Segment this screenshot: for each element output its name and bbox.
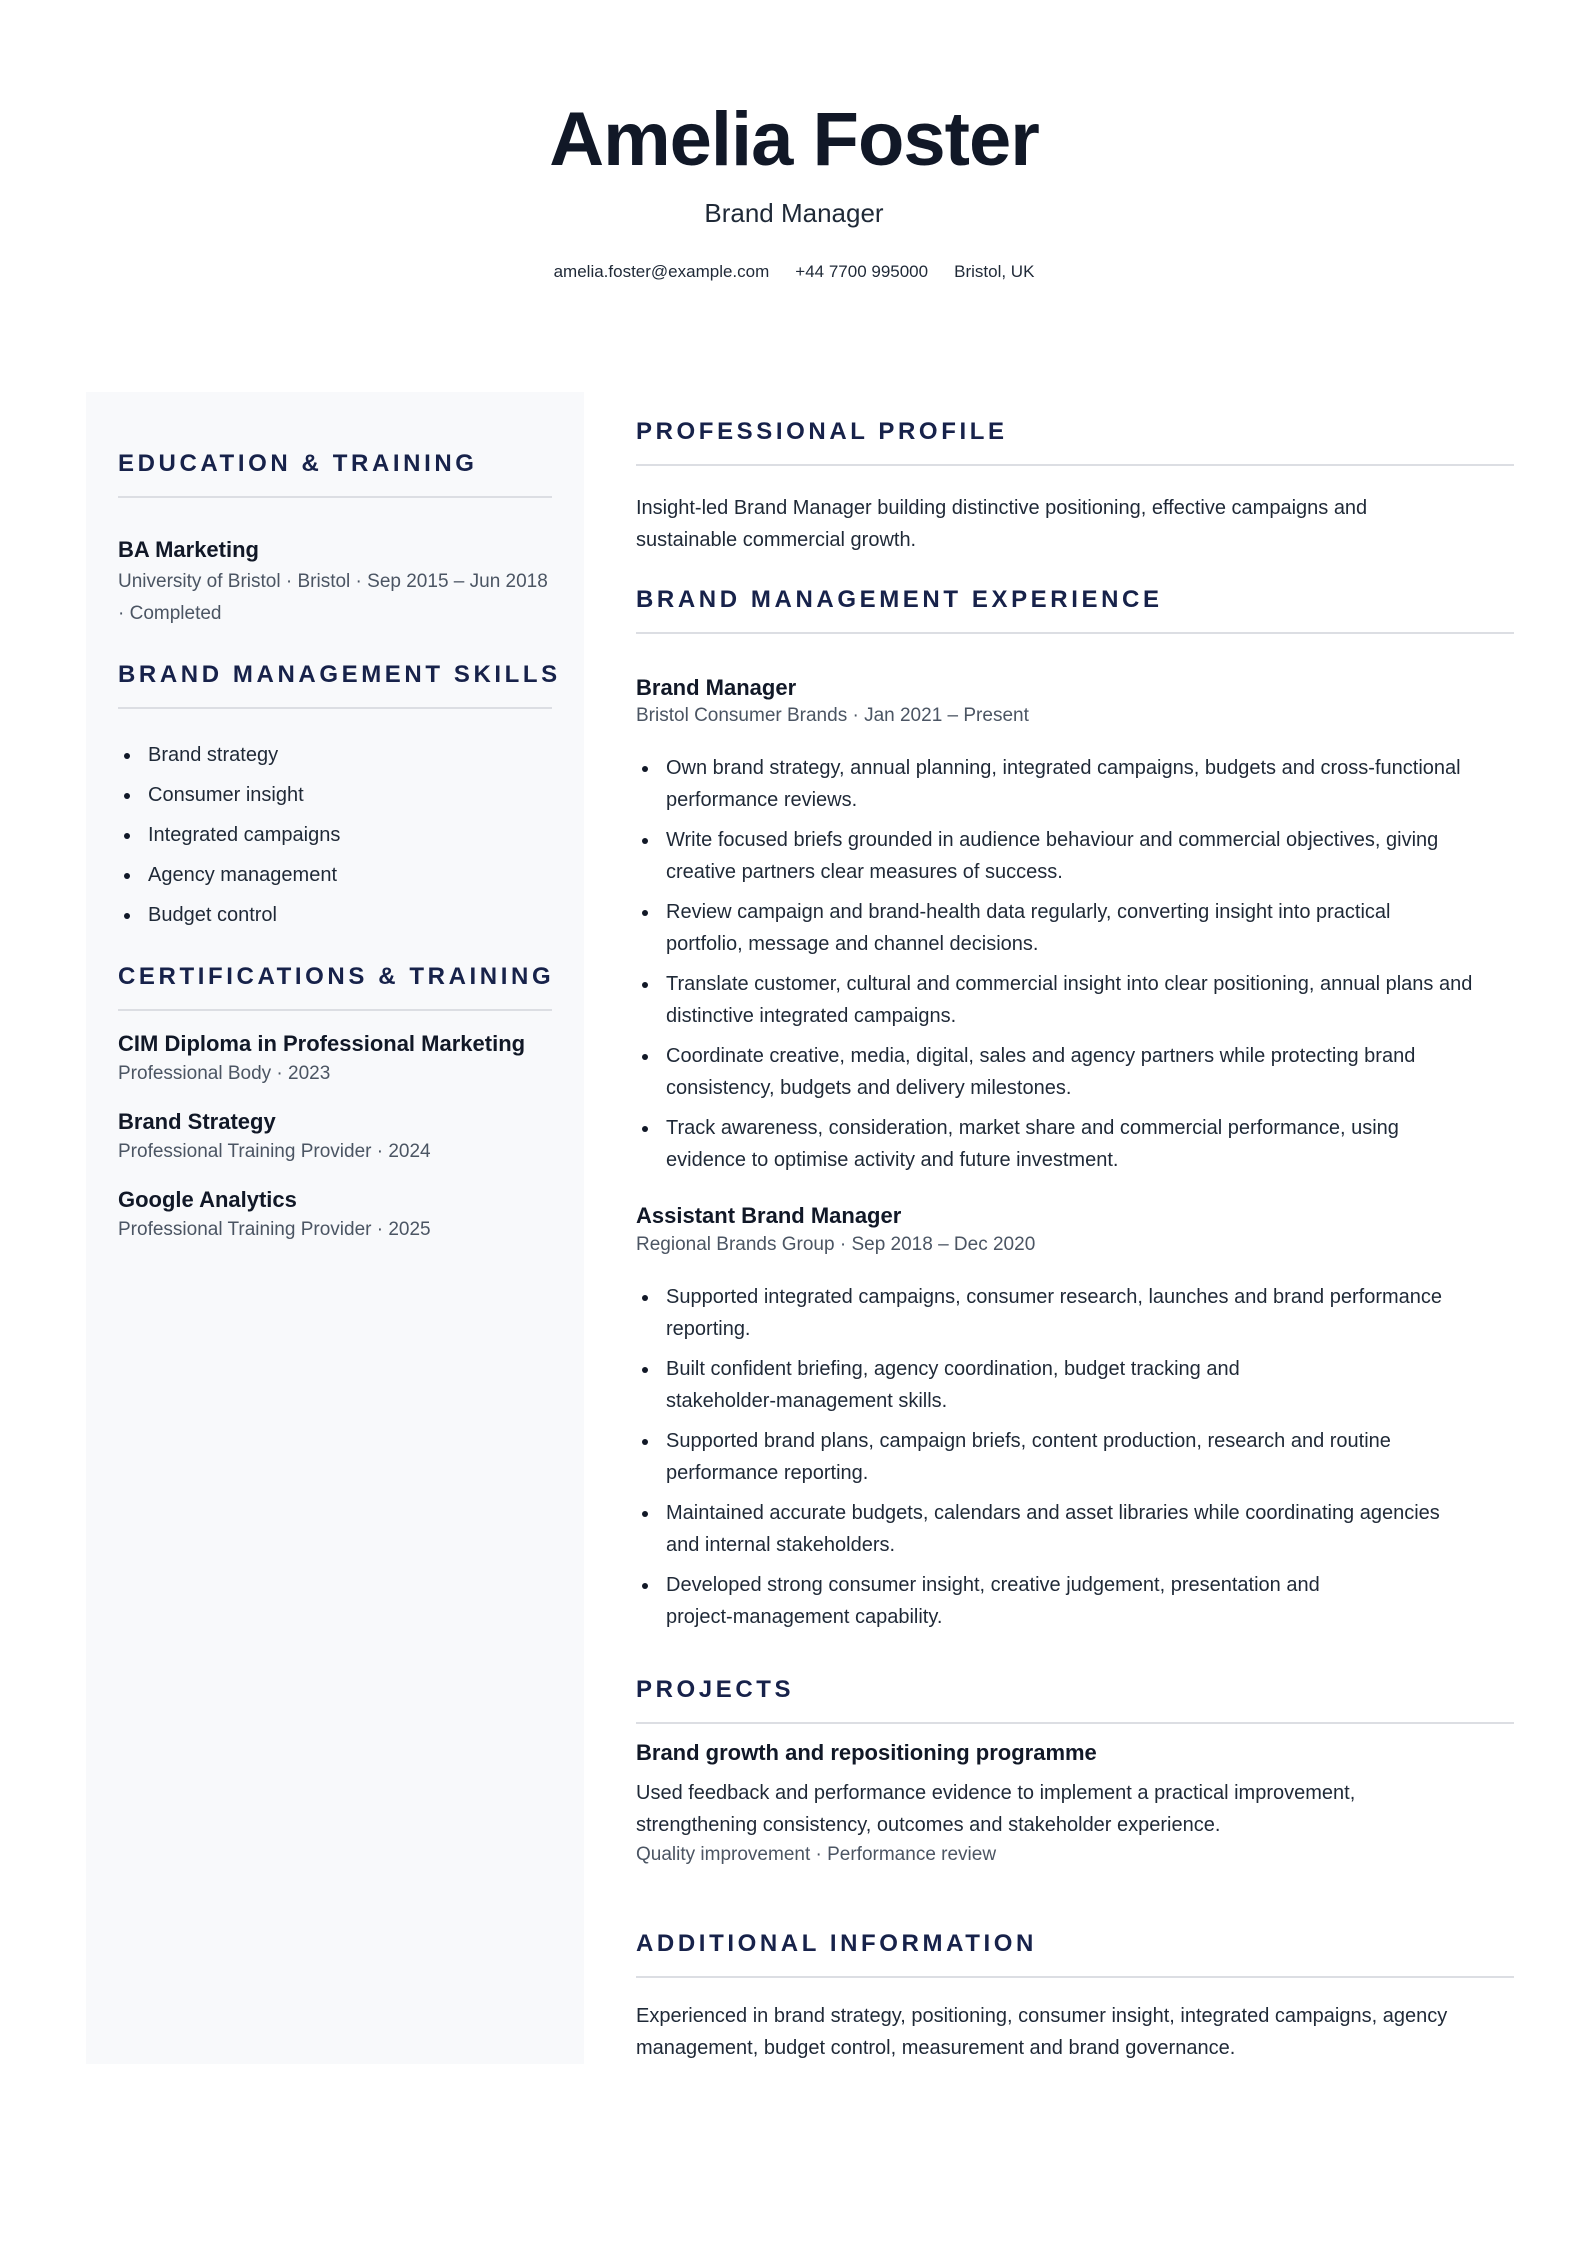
education-meta-line: · Completed <box>118 603 222 624</box>
job-bullet: Write focused briefs grounded in audience behaviour and commercial objectives, giving creative partners clear measures of success. <box>636 824 1516 888</box>
contact-phone: +44 7700 995000 <box>795 262 929 281</box>
skill-item: Integrated campaigns <box>118 819 552 851</box>
project-name: Brand growth and repositioning programme <box>636 1740 1097 1765</box>
job-bullet: Review campaign and brand-health data regularly, converting insight into practical portfolio, message and channel decisions. <box>636 896 1516 960</box>
contact-email: amelia.foster@example.com <box>553 262 770 281</box>
job-bullet: Maintained accurate budgets, calendars and asset libraries while coordinating agencies and internal stakeholders. <box>636 1497 1516 1561</box>
additional-section-title: ADDITIONAL INFORMATION <box>636 1930 1037 1957</box>
job-bullet: Own brand strategy, annual planning, integrated campaigns, budgets and cross-functional performance reviews. <box>636 752 1516 816</box>
profile-line: Insight-led Brand Manager building distinctive positioning, effective campaigns and <box>636 497 1368 519</box>
certification-name: CIM Diploma in Professional Marketing <box>118 1031 526 1056</box>
project-line: Used feedback and performance evidence to implement a practical improvement, <box>636 1782 1356 1804</box>
certifications-section-title: CERTIFICATIONS & TRAINING <box>118 963 555 990</box>
additional-divider <box>636 1976 1514 1978</box>
job-title: Assistant Brand Manager <box>636 1203 902 1228</box>
project-description <box>636 1777 1516 1841</box>
skill-item: Consumer insight <box>118 779 552 811</box>
candidate-name: Amelia Foster <box>549 97 1039 182</box>
education-divider <box>118 496 552 498</box>
certifications-divider <box>118 1009 552 1011</box>
profile-line: sustainable commercial growth. <box>636 529 917 551</box>
education-section-title: EDUCATION & TRAINING <box>118 450 478 477</box>
job-bullet: Track awareness, consideration, market share and commercial performance, using evidence to optimise activity and future investment. <box>636 1112 1516 1176</box>
experience-divider <box>636 632 1514 634</box>
education-degree: BA Marketing <box>118 537 259 562</box>
education-meta-line: University of Bristol · Bristol · Sep 2015 – Jun 2018 <box>118 571 548 592</box>
job-bullet: Coordinate creative, media, digital, sales and agency partners while protecting brand consistency, budgets and delivery milestones. <box>636 1040 1516 1104</box>
education-meta <box>118 566 558 630</box>
sidebar <box>86 392 584 2064</box>
certification-name: Google Analytics <box>118 1187 297 1212</box>
additional-summary <box>636 2000 1516 2064</box>
experience-section-title: BRAND MANAGEMENT EXPERIENCE <box>636 586 1163 613</box>
project-tags: Quality improvement · Performance review <box>636 1844 997 1865</box>
job-bullets <box>636 752 1516 1176</box>
skill-item: Budget control <box>118 899 552 931</box>
contact-location: Bristol, UK <box>954 262 1035 281</box>
projects-divider <box>636 1722 1514 1724</box>
skills-divider <box>118 707 552 709</box>
job-bullet: Translate customer, cultural and commercial insight into clear positioning, annual plans and distinctive integrated campaigns. <box>636 968 1516 1032</box>
project-line: strengthening consistency, outcomes and stakeholder experience. <box>636 1814 1221 1836</box>
profile-summary <box>636 492 1516 556</box>
certification-meta: Professional Training Provider · 2024 <box>118 1141 431 1162</box>
additional-line: Experienced in brand strategy, positioning, consumer insight, integrated campaigns, agency <box>636 2005 1448 2027</box>
job-meta: Regional Brands Group · Sep 2018 – Dec 2020 <box>636 1234 1036 1255</box>
job-title: Brand Manager <box>636 675 797 700</box>
profile-section-title: PROFESSIONAL PROFILE <box>636 418 1008 445</box>
additional-line: management, budget control, measurement and brand governance. <box>636 2037 1236 2059</box>
skills-list <box>118 739 552 931</box>
job-meta: Bristol Consumer Brands · Jan 2021 – Present <box>636 705 1029 726</box>
job-bullet: Supported integrated campaigns, consumer research, launches and brand performance reporting. <box>636 1281 1516 1345</box>
certification-name: Brand Strategy <box>118 1109 276 1134</box>
job-bullet: Supported brand plans, campaign briefs, content production, research and routine performance reporting. <box>636 1425 1516 1489</box>
projects-section-title: PROJECTS <box>636 1676 795 1703</box>
skill-item: Agency management <box>118 859 552 891</box>
job-bullets <box>636 1281 1516 1633</box>
candidate-role: Brand Manager <box>704 198 884 228</box>
job-bullet: Built confident briefing, agency coordination, budget tracking and stakeholder-management skills. <box>636 1353 1516 1417</box>
profile-divider <box>636 464 1514 466</box>
skill-item: Brand strategy <box>118 739 552 771</box>
job-bullet: Developed strong consumer insight, creative judgement, presentation and project-management capability. <box>636 1569 1516 1633</box>
contact-line <box>0 260 1588 284</box>
certification-meta: Professional Training Provider · 2025 <box>118 1219 431 1240</box>
skills-section-title: BRAND MANAGEMENT SKILLS <box>118 661 561 688</box>
certification-meta: Professional Body · 2023 <box>118 1063 331 1084</box>
